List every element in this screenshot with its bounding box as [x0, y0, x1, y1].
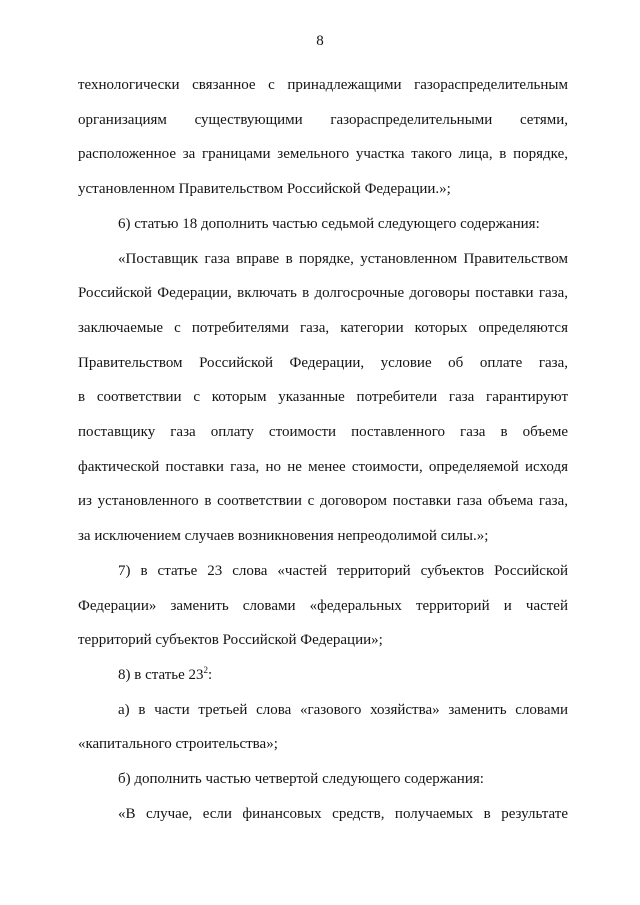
text-line: а) в части третьей слова «газового хозяйства» заменить словами — [118, 701, 568, 718]
text-line: за исключением случаев возникновения непреодолимой силы.»; — [78, 528, 489, 545]
text-line — [78, 658, 568, 693]
text-line: из установленного в соответствии с договором поставки газа объема газа, — [78, 493, 568, 510]
item-8-colon: : — [208, 666, 213, 683]
text-line: «Поставщик газа вправе в порядке, установленном Правительством — [118, 250, 568, 267]
text-line: Российской Федерации, включать в долгосрочные договоры поставки газа, — [78, 285, 568, 302]
page-number: 8 — [316, 33, 324, 49]
text-line: б) дополнить частью четвертой следующего содержания: — [118, 771, 484, 788]
text-line: территорий субъектов Российской Федерации»; — [78, 632, 383, 649]
text-line: технологически связанное с принадлежащими газораспределительным — [78, 77, 568, 93]
item-8-text: 8) в статье 23 — [118, 666, 204, 683]
text-line: расположенное за границами земельного участка такого лица, в порядке, — [78, 146, 568, 163]
paragraph-item-6 — [78, 207, 568, 242]
text-line: 7) в статье 23 слова «частей территорий субъектов Российской — [118, 562, 568, 579]
paragraph-quote-financing — [78, 797, 568, 832]
text-line: фактической поставки газа, но не менее стоимости, определяемой исходя — [78, 458, 568, 475]
text-line: в соответствии с которым указанные потребители газа гарантируют — [78, 389, 568, 406]
text-line: заключаемые с потребителями газа, категории которых определяются — [78, 319, 568, 336]
paragraph-subitem-b — [78, 762, 568, 797]
paragraph-subitem-a — [78, 693, 568, 762]
paragraph-item-7 — [78, 554, 568, 658]
text-line: организациям существующими газораспределительными сетями, — [78, 111, 568, 128]
text-line: 6) статью 18 дополнить частью седьмой следующего содержания: — [118, 215, 540, 232]
text-line: «В случае, если финансовых средств, получаемых в результате — [118, 805, 568, 822]
document-body — [78, 68, 568, 831]
text-line: установленном Правительством Российской Федерации.»; — [78, 181, 451, 198]
text-line: «капитального строительства»; — [78, 736, 278, 753]
paragraph-quote-gas-supplier — [78, 242, 568, 554]
text-line: Правительством Российской Федерации, условие об оплате газа, — [78, 354, 568, 371]
superscript: 2 — [203, 664, 209, 675]
paragraph-item-8 — [78, 658, 568, 693]
paragraph-continuation — [78, 68, 568, 207]
text-line: поставщику газа оплату стоимости поставленного газа в объеме — [78, 424, 568, 441]
text-line: Федерации» заменить словами «федеральных территорий и частей — [78, 597, 568, 614]
